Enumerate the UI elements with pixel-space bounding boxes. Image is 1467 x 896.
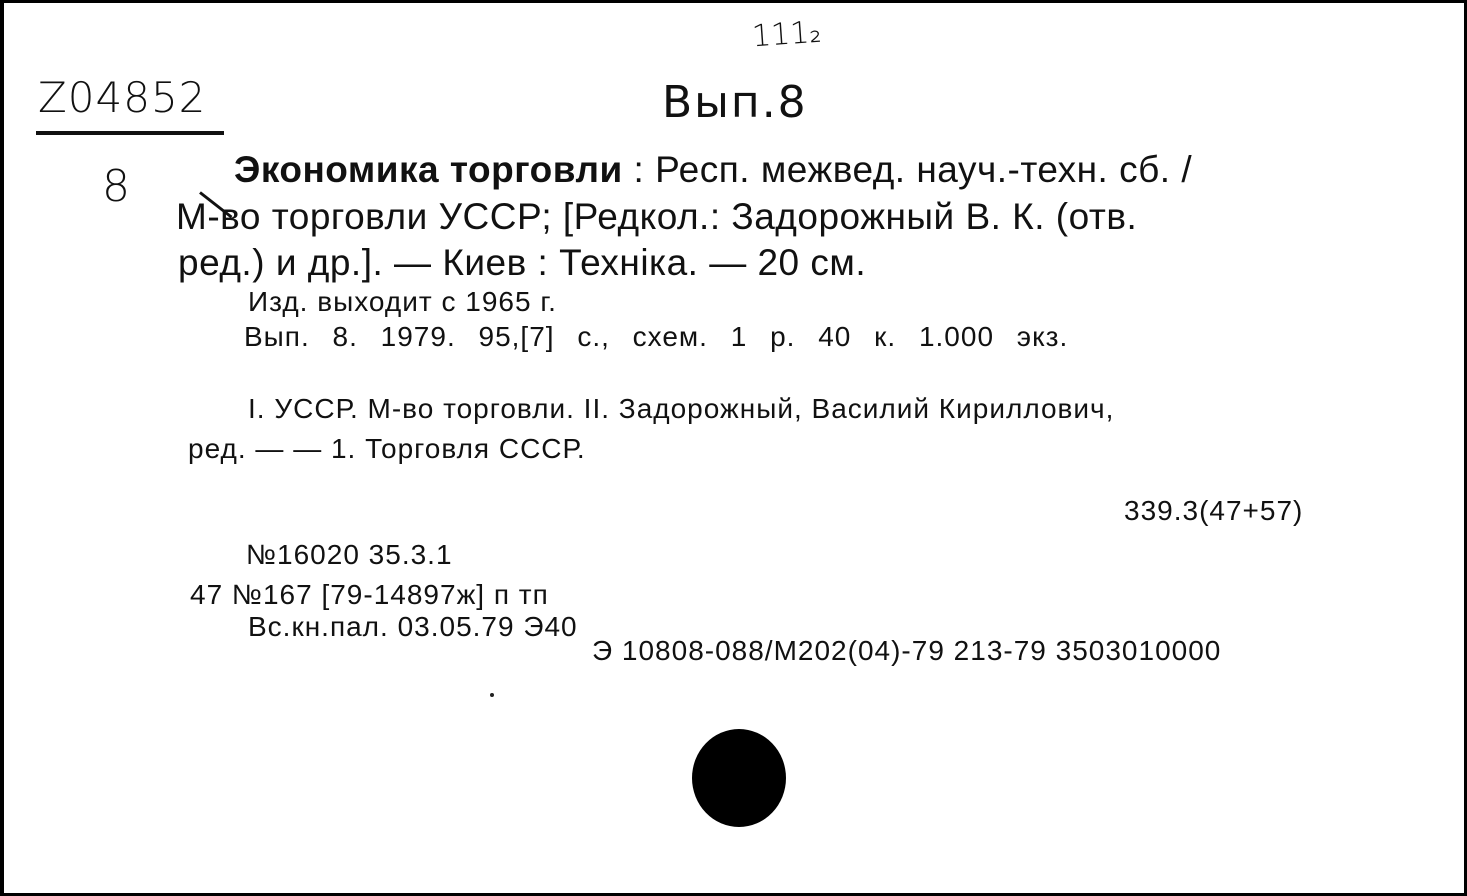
punch-hole (692, 729, 786, 827)
title-bold: Экономика торговли (234, 149, 623, 190)
registry-line-1: №16020 35.3.1 (246, 539, 453, 570)
body-line-3: ред.) и др.]. — Киев : Техніка. — 20 см. (178, 242, 867, 283)
udc-code: 339.3(47+57) (1124, 495, 1304, 526)
ink-speck (490, 693, 494, 697)
title-line (234, 149, 1192, 191)
title-rest: : Респ. межвед. науч.-техн. сб. / (622, 149, 1193, 190)
registry-line-2: 47 №167 [79-14897ж] п тп (190, 579, 549, 610)
publication-note: Изд. выходит с 1965 г. (248, 286, 557, 317)
tracings-line-1: I. УССР. М-во торговли. II. Задорожный, Василий Кириллович, (248, 393, 1115, 424)
registry-line-4: Э 10808-088/М202(04)-79 213-79 3503010000 (592, 635, 1222, 666)
body-line-2: М-во торговли УССР; [Редкол.: Задорожный В. К. (отв. (176, 196, 1138, 237)
inventory-number: Z04852 (38, 73, 207, 122)
handwritten-note: 111₂ (750, 14, 823, 55)
margin-number: 8 (102, 161, 130, 212)
inventory-underline (36, 131, 224, 135)
registry-line-3: Вс.кн.пал. 03.05.79 Э40 (248, 611, 578, 642)
issue-details: Вып. 8. 1979. 95,[7] с., схем. 1 р. 40 к. 1.000 экз. (244, 321, 1069, 352)
issue-heading: Вып.8 (662, 77, 808, 128)
tracings-line-2: ред. — — 1. Торговля СССР. (188, 433, 586, 464)
